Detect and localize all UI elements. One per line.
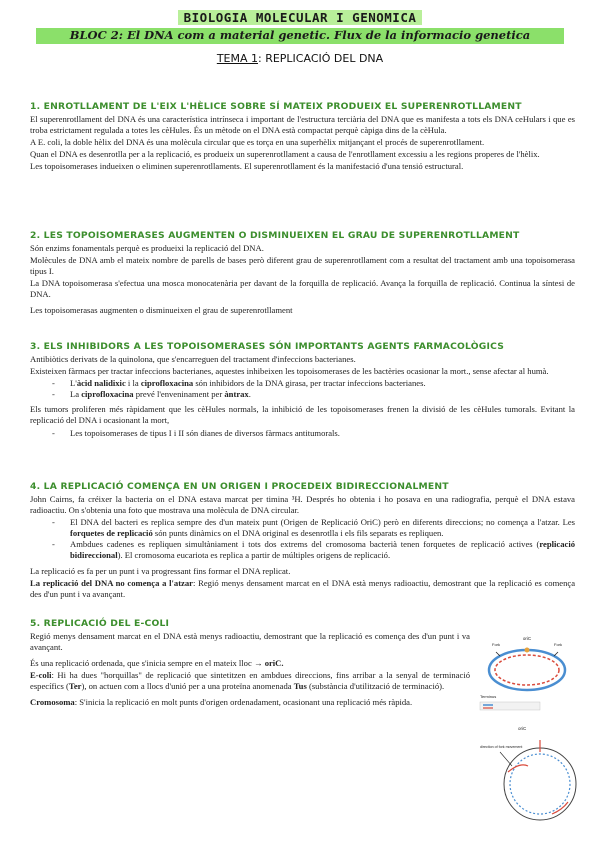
chromosome-outer (504, 748, 576, 820)
bloc-title: BLOC 2: El DNA com a material genetic. Flux de la informacio genetica (69, 28, 531, 42)
diagram2-label-oric: oriC (518, 726, 527, 731)
section-5-paragraph: És una replicació ordenada, que s'inicia sempre en el mateix lloc → oriC. (30, 658, 284, 669)
diagram-label-terminus: Terminus (480, 694, 497, 699)
section-3-paragraph: Els tumors proliferen més ràpidament que les cèHules normals, la inhibició de les topoisomerases frenen la divisió de les cèHules tumorals. Evitant la replicació del DNA i ocasionant la mort, (30, 404, 575, 426)
diagram-label-fork-left: Fork (492, 642, 500, 647)
diagram-label-oric: oriC (522, 636, 532, 641)
section-2-heading: 2. LES TOPOISOMERASES AUGMENTEN O DISMINUEIXEN EL GRAU DE SUPERENROTLLAMENT (30, 230, 520, 241)
section-3 (30, 341, 575, 439)
section-1-paragraph: Les topoisomerases indueixen o eliminen superenrotllaments. El superenrotllament és la manifestació d'una tensió estructural. (30, 161, 464, 172)
inner-strand (495, 655, 559, 685)
replication-fork-diagram (478, 634, 576, 712)
outer-strand (489, 650, 565, 690)
tema-title: TEMA 1: REPLICACIÓ DEL DNA (216, 52, 384, 65)
section-4-paragraph: La replicació es fa per un punt i va progressant fins formar el DNA replicat. (30, 565, 291, 576)
list-item: - Ambdues cadenes es repliquen simultàniament i tots dos extrems del cromosoma bacterià tenen forquetes de replicació actives (replicació bidireccional). El cromosoma eucariota es replica a partir de múltiples origens de replicació. (30, 539, 575, 561)
section-1-paragraph: A E. coli, la doble hèlix del DNA és una molècula circular que es torça en una superhèlix mitjançant el procés de superenrotllament. (30, 137, 485, 148)
list-item: - La ciprofloxacina prevé l'enveninament per àntrax. (30, 389, 575, 400)
section-3-list (30, 378, 575, 400)
list-item: - L'àcid nalidixic i la ciprofloxacina són inhibidors de la DNA girasa, per tractar infeccions bacterianes. (30, 378, 575, 389)
diagram2-label-direction: direction of fork movement (480, 745, 523, 749)
section-3-list (30, 428, 575, 439)
list-item: - El DNA del bacteri es replica sempre des d'un mateix punt (Origen de Replicació OriC) però en diferents direccions; no comença a l'atzar. Les forquetes de replicació són punts dinàmics on el DNA original es desenrotlla i els fils separats es repliquen. (30, 517, 575, 539)
section-1-paragraph: El superenrotllament del DNA és una característica intrínseca i important de l'estructura terciària del DNA que es manifesta a tots els DNA ceHulars i que es troba estrictament regulada a totes les cèHules. És un mètode on el DNA està compactat perquè càpiga dins de la cèHula. (30, 114, 575, 136)
chromosome-inner (510, 754, 570, 814)
section-2-paragraph: Són enzims fonamentals perquè es produeixi la replicació del DNA. (30, 243, 264, 253)
oric-marker (525, 648, 530, 653)
section-1 (30, 101, 575, 173)
section-5-heading: 5. REPLICACIÓ DEL E-COLI (30, 618, 170, 629)
section-5-paragraph: Cromosoma: S'inicia la replicació en molt punts d'origen ordenadament, ocasionant una replicació més ràpida. (30, 697, 413, 708)
course-title: BIOLOGIA MOLECULAR I GENOMICA (0, 10, 600, 25)
section-4-paragraph: John Cairns, fa créixer la bacteria on el DNA estava marcat per timina ³H. Després ho obtenia i ho posava en una radiografia, perquè el DNA estava radioactiu. On s'obtenia una foto que mostrava una molècula de DNA circular. (30, 494, 575, 516)
section-1-heading: 1. ENROTLLAMENT DE L'EIX L'HÈLICE SOBRE SÍ MATEIX PRODUEIX EL SUPERENROTLLAMENT (30, 101, 522, 112)
diagram-legend (480, 702, 540, 710)
section-3-heading: 3. ELS INHIBIDORS A LES TOPOISOMERASES SÓN IMPORTANTS AGENTS FARMACOLÒGICS (30, 341, 505, 352)
chromosome-replication-diagram (478, 722, 588, 844)
section-4-paragraph: La replicació del DNA no comença a l'atzar: Regió menys densament marcat en el DNA està menys radioactiu, demostrant que la replicació es comença des d'un punt i va avançant. (30, 577, 576, 599)
section-1-paragraph: Quan el DNA es desenrotlla per a la replicació, es produeix un superenrotllament a causa de l'enrotllament excessiu a les regions properes de l'hèlix. (30, 149, 540, 160)
section-4-heading: 4. LA REPLICACIÓ COMENÇA EN UN ORIGEN I PROCEDEIX BIDIRECCIONALMENT (30, 481, 449, 492)
section-3-paragraph: Antibiòtics derivats de la quinolona, que s'encarreguen del tractament d'infeccions bacterianes. (30, 354, 356, 364)
section-5-paragraph: E-coli: Hi ha dues "horquillas" de replicació que sintetitzen en ambdues direccions, fins arribar a la senyal de terminació específics (Ter), on actuen com a llocs d'unió per a una proteïna anomenada Tus (substància d'utilització de terminació). (30, 670, 470, 692)
list-item: - Les topoisomerases de tipus I i II són dianes de diversos fàrmacs antitumorals. (30, 428, 575, 439)
section-5 (30, 618, 470, 710)
section-4-list (30, 517, 575, 561)
diagram-label-fork-right: Fork (554, 642, 562, 647)
section-5-paragraph: Regió menys densament marcat en el DNA està menys radioactiu, demostrant que la replicació es comença des d'un punt i va avançant. (30, 631, 470, 653)
section-2 (30, 230, 575, 318)
section-4 (30, 481, 575, 601)
section-3-paragraph: Existeixen fàrmacs per tractar infeccions bacterianes, aquestes inhibeixen les topoisomerases de les bactèries ocasionar la mort., sense afectar al humà. (30, 366, 549, 377)
section-2-paragraph: Les topoisomerasas augmenten o disminueixen el grau de superenrotllament (30, 305, 293, 316)
section-2-paragraph: La DNA topoisomerasa s'efectua una mosca monocatenària per davant de la forquilla de replicació. Avança la forquilla de replicació. Continua la síntesi de DNA. (30, 278, 575, 300)
section-2-paragraph: Molècules de DNA amb el mateix nombre de parells de bases però diferent grau de superenrotllament com a resultat del tractament amb una topoisomerasa tipus I. (30, 255, 575, 277)
